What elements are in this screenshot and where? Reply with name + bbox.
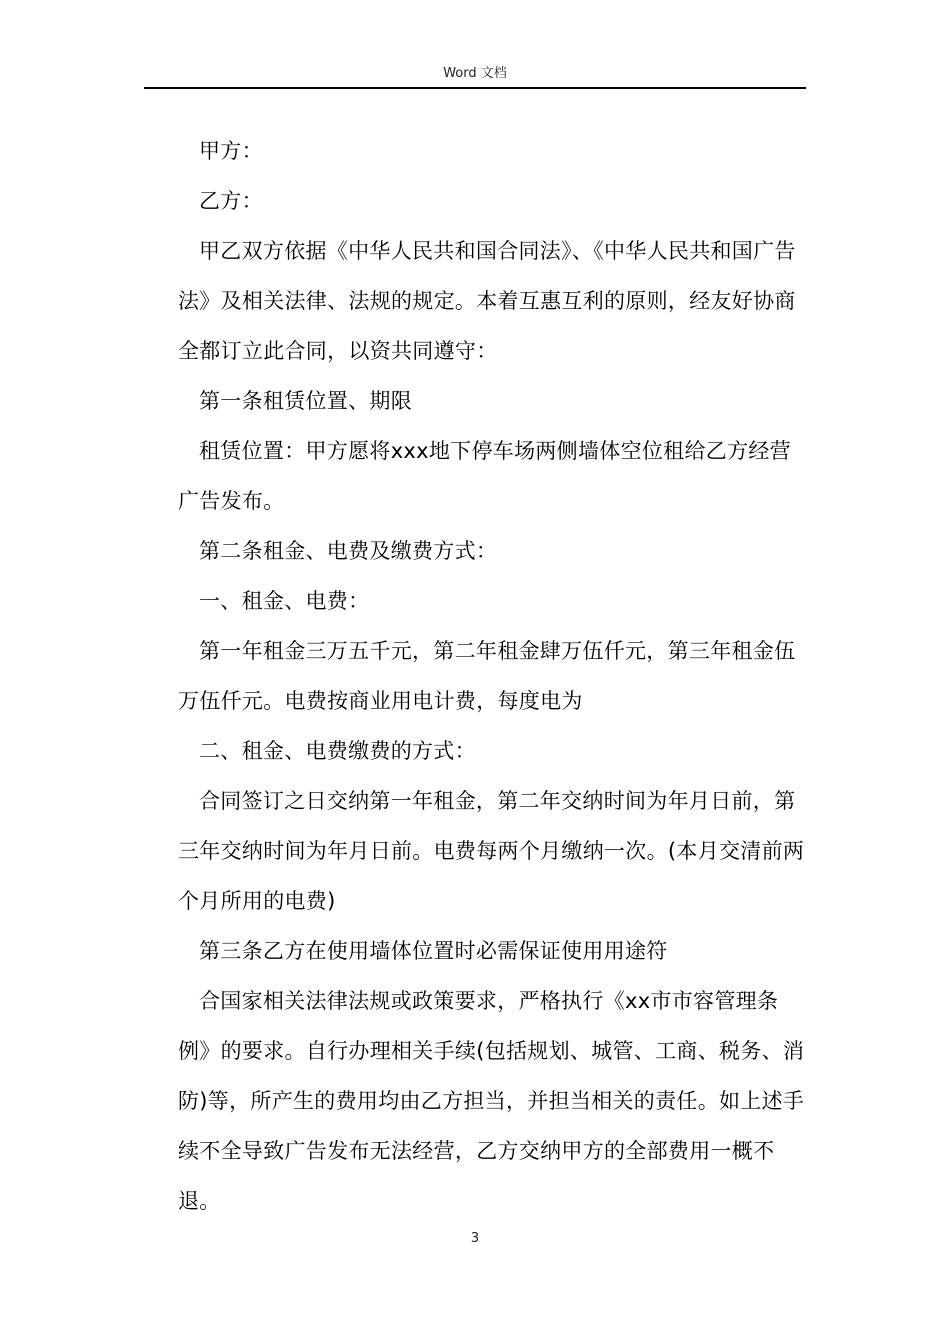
paragraph-party-b: 乙方：: [199, 189, 263, 213]
header-divider: [144, 87, 806, 89]
page-header: Word 文档: [443, 66, 507, 81]
paragraph-payment-schedule: 合同签订之日交纳第一年租金，第二年交纳时间为年月日前，第三年交纳时间为年月日前。电费每两个月缴纳一次。(本月交清前两个月所用的电费): [178, 789, 805, 913]
paragraph-article-3-title: 第三条乙方在使用墙体位置时必需保证使用用途符: [199, 939, 668, 963]
paragraph-article-2-title: 第二条租金、电费及缴费方式：: [199, 539, 498, 563]
paragraph-payment-method-heading: 二、租金、电费缴费的方式：: [199, 739, 476, 763]
document-body: [178, 126, 808, 1226]
paragraph-party-a: 甲方：: [199, 139, 263, 163]
paragraph-lease-location: 租赁位置：甲方愿将xxx地下停车场两侧墙体空位租给乙方经营广告发布。: [178, 439, 791, 513]
paragraph-preamble: 甲乙双方依据《中华人民共和国合同法》、《中华人民共和国广告法》及相关法律、法规的规定。本着互惠互利的原则，经友好协商全都订立此合同，以资共同遵守：: [178, 239, 796, 363]
paragraph-article-1-title: 第一条租赁位置、期限: [199, 389, 412, 413]
paragraph-compliance-terms: 合国家相关法律法规或政策要求，严格执行《xx市市容管理条例》的要求。自行办理相关手续(包括规划、城管、工商、税务、消防)等，所产生的费用均由乙方担当，并担当相关的责任。如上述手续不全导致广告发布无法经营，乙方交纳甲方的全部费用一概不退。: [178, 989, 805, 1213]
paragraph-rent-electricity-heading: 一、租金、电费：: [199, 589, 370, 613]
paragraph-rent-amounts: 第一年租金三万五千元，第二年租金肆万伍仟元，第三年租金伍万伍仟元。电费按商业用电计费，每度电为: [178, 639, 796, 713]
page-number: 3: [470, 1231, 480, 1246]
